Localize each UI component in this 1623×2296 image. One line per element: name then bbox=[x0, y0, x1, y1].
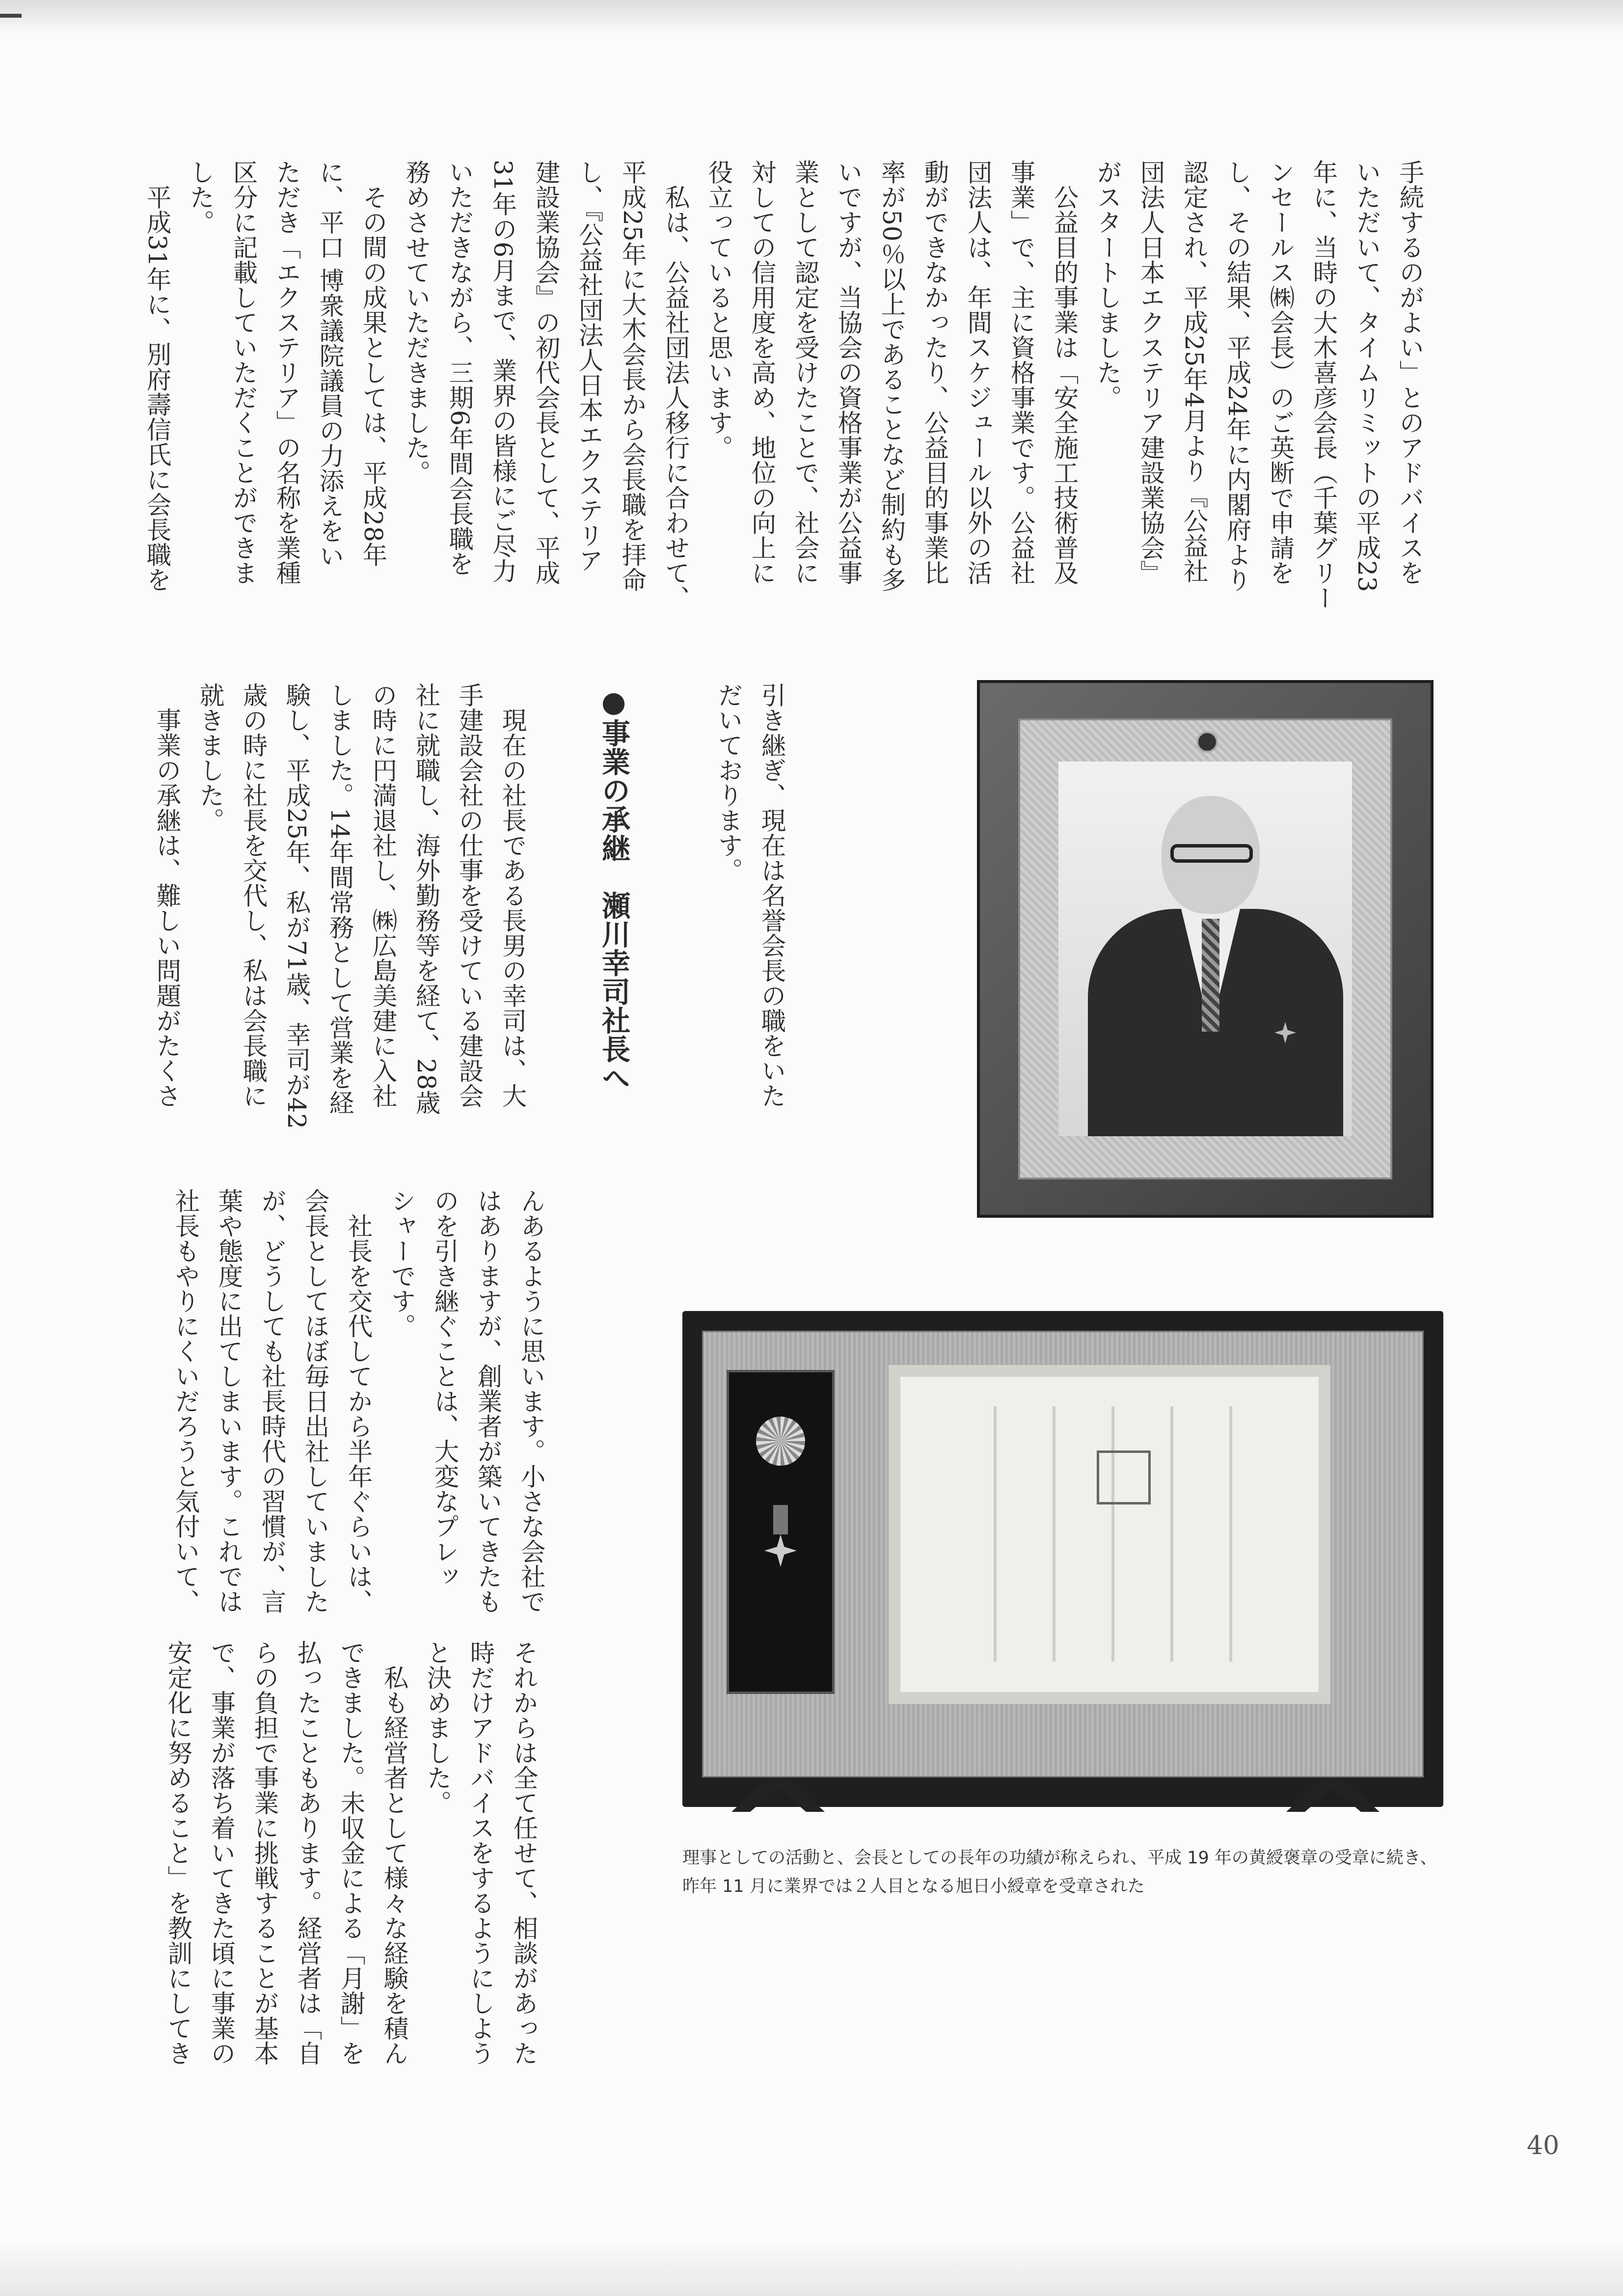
framed-certificate-photo bbox=[682, 1311, 1443, 1807]
scan-shadow-top bbox=[0, 0, 1623, 34]
portrait-glasses bbox=[1170, 844, 1253, 863]
frame-stand-left bbox=[731, 1777, 825, 1812]
medal-case bbox=[727, 1370, 835, 1694]
frame-emblem-icon bbox=[1196, 731, 1218, 753]
medal-ribbon bbox=[773, 1505, 788, 1534]
rising-sun-medal-icon bbox=[756, 1417, 805, 1466]
portrait-tie bbox=[1202, 919, 1219, 1032]
article-bottom-text: それからは全て任せて、相談があった 時だけアドバイスをするようにしよう と決めました。 私も経営者として様々な経験を積ん できました。未収金による「月謝」を 払ったこともあります。経営者は「自 らの負担で事業に挑戦することが基本 で、事業が落ち着いてきた頃に事業の 安定化に努めること」を教訓にしてき bbox=[164, 1640, 539, 2066]
section-heading-text: ●事業の承継 瀬川幸司社長へ bbox=[597, 685, 630, 1092]
article-upper-text: 手続するのがよい」とのアドバイスを いただいて、タイムリミットの平成23 年に、当時の大木喜彦会長（千葉グリー ンセールス㈱会長）のご英断で申請を し、その結果、平成24年に内閣府より 認定され、平成25年4月より『公益社 団法人日本エクステリア建設業協会』 がスタートしました。 公益目的事業は「安全施工技術普及 事業」で、主に資格事業です。公益社 団法人は、年間スケジュール以外の活 動ができなかったり、公益目的事業比 率が50％以上であることなど制約も多 いですが、当協会の資格事業が公益事 業として認定を受けたことで、社会に 対しての信用度を高め、地位の向上に 役立っていると思います。 私は、公益社団法人移行に合わせて、 平成25年に大木会長から会長職を拝命 し、『公益社団法人日本エクステリア 建設業協会』の初代会長として、平成 31年の6月まで、業界の皆様にご尽力 いただきながら、三期6年間会長職を 務めさせていただきました。 その間の成果としては、平成28年 に、平口 博衆議院議員の力添えをい ただき「エクステリア」の名称を業種 区分に記載していただくことができま した。 平成31年に、別府壽信氏に会長職を bbox=[143, 160, 1425, 610]
certificate-document bbox=[889, 1365, 1330, 1704]
portrait bbox=[1058, 762, 1352, 1136]
article-bottom-block bbox=[157, 1640, 545, 2141]
section-heading bbox=[592, 685, 636, 1176]
article-middle-block bbox=[145, 683, 793, 1183]
article-middle-text: 引き継ぎ、現在は名誉会長の職をいた だいております。 現在の社長である長男の幸司は、大 手建設会社の仕事を受けている建設会 社に就職し、海外勤務等を経て、28歳 の時に円満退社し、㈱広島美建に入社 しました。14年間常務として営業を経 験し、平成25年、私が71歳、幸司が42 歳の時に社長を交代し、私は会長職に 就きました。 事業の承継は、難しい問題がたくさ bbox=[153, 683, 786, 1129]
article-lower-text: んあるように思います。小さな会社で はありますが、創業者が築いてきたも のを引き継ぐことは、大変なプレッ シャーです。 社長を交代してから半年ぐらいは、 会長としてほぼ毎日出社していました が、どうしても社長時代の習慣が、言 葉や態度に出てしまいます。これでは 社長もやりにくいだろうと気付いて、 bbox=[171, 1188, 546, 1614]
photo-caption: 理事としての活動と、会長としての長年の功績が称えられ、平成 19 年の黄綬褒章の受章に続き、昨年 11 月に業界では２人目となる旭日小綬章を受章された bbox=[682, 1848, 1437, 1896]
certificate-seal-icon bbox=[1097, 1450, 1151, 1504]
certificate-writing bbox=[959, 1406, 1264, 1662]
crop-mark bbox=[0, 14, 22, 18]
star-medal-icon bbox=[764, 1534, 797, 1567]
framed-portrait-photo bbox=[977, 680, 1434, 1218]
article-upper-block bbox=[135, 160, 1432, 660]
article-lower-block bbox=[164, 1188, 553, 1689]
scan-shadow-bottom bbox=[0, 2239, 1623, 2296]
page-number: 40 bbox=[1527, 2131, 1560, 2160]
frame-stand-right bbox=[1286, 1777, 1380, 1812]
